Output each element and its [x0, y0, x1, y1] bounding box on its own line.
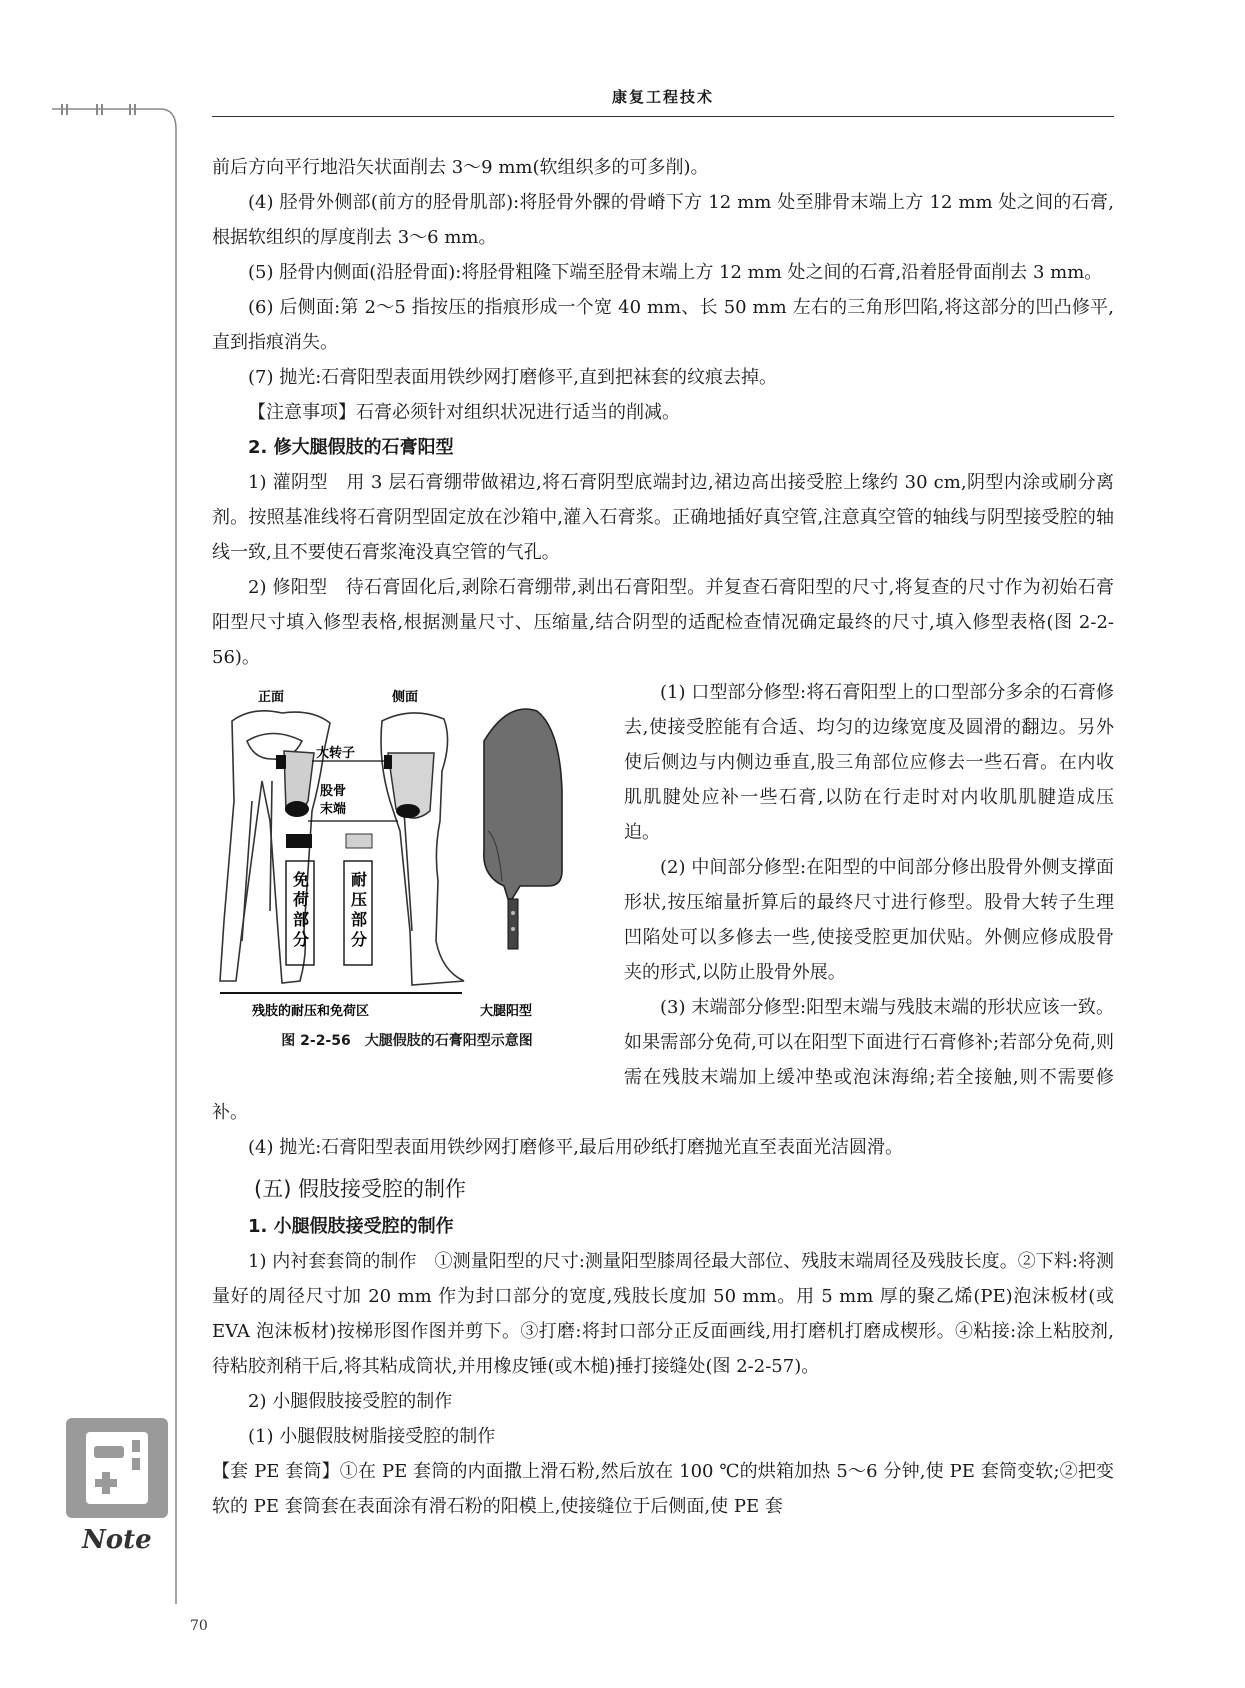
figure-caption: 图 2-2-56 大腿假肢的石膏阳型示意图	[281, 1033, 533, 1049]
running-header-title: 康复工程技术	[611, 88, 714, 106]
body-paragraph: (7) 抛光:石膏阳型表面用铁纱网打磨修平,直到把袜套的纹痕去掉。	[248, 367, 778, 388]
page-number: 70	[190, 1618, 208, 1634]
body-paragraph: (2) 中间部分修型:在阳型的中间部分修出股骨外侧支撑面形状,按压缩量折算后的最终尺寸进行修型。股骨大转子生理凹陷处可以多修去一些,使接受腔更加伏贴。外侧应修成股骨夹的形式,以防止股骨外展。	[624, 857, 1114, 983]
figure-2-2-56	[212, 681, 602, 1063]
body-paragraph: 2) 小腿假肢接受腔的制作	[248, 1391, 453, 1412]
figure-illustration	[212, 681, 602, 1026]
subheading-5-1: 1. 小腿假肢接受腔的制作	[248, 1216, 454, 1237]
body-paragraph: 【套 PE 套筒】①在 PE 套筒的内面撒上滑石粉,然后放在 100 ℃的烘箱加热 5～6 分钟,使 PE 套筒变软;②把变软的 PE 套筒套在表面涂有滑石粉的阳模上,使接缝位于后侧面,使 PE 套	[212, 1461, 1114, 1517]
body-paragraph: (1) 小腿假肢树脂接受腔的制作	[248, 1426, 496, 1447]
section-heading-5: (五) 假肢接受腔的制作	[254, 1177, 467, 1201]
body-paragraph: (3) 末端部分修型:阳型末端与残肢末端的形状应该一致。如果需部分免荷,可以在阳型下面进行石膏修补;若部分免荷,则需在残肢末端加上缓冲垫或泡沫海绵;若全接触,则不需要修补。	[212, 997, 1114, 1123]
thigh-mold-shape	[484, 709, 562, 899]
label-trochanter: 大转子	[316, 746, 356, 761]
body-paragraph: (1) 口型部分修型:将石膏阳型上的口型部分多余的石膏修去,使接受腔能有合适、均匀的边缘宽度及圆滑的翻边。另外使后侧边与内侧边垂直,股三角部位应修去一些石膏。在内收肌肌腱处应补一些石膏,以防在行走时对内收肌肌腱造成压迫。	[624, 682, 1114, 843]
vacuum-tube	[508, 899, 518, 949]
pressure-legend-swatch	[346, 834, 372, 848]
label-femur-2: 末端	[320, 802, 347, 817]
label-relief: 免荷部分	[290, 871, 310, 951]
label-femur-1: 股骨	[320, 784, 347, 799]
trochanter-marker	[276, 755, 286, 769]
femur-end-marker	[285, 801, 309, 817]
note-icon	[66, 1418, 168, 1518]
margin-decoration	[52, 104, 202, 1604]
body-paragraph: 1) 灌阴型 用 3 层石膏绷带做裙边,将石膏阴型底端封边,裙边高出接受腔上缘约 30 cm,阴型内涂或刷分离剂。按照基准线将石膏阴型固定放在沙箱中,灌入石膏浆。正确地插好真空管,注意真空管的轴线与阴型接受腔的轴线一致,且不要使石膏浆淹没真空管的气孔。	[212, 472, 1114, 563]
body-paragraph: (5) 胫骨内侧面(沿胫骨面):将胫骨粗隆下端至胫骨末端上方 12 mm 处之间的石膏,沿着胫骨面削去 3 mm。	[248, 262, 1103, 283]
note-paragraph: 【注意事项】石膏必须针对组织状况进行适当的削减。	[248, 402, 680, 423]
header-rule	[212, 116, 1114, 117]
body-paragraph: 2) 修阳型 待石膏固化后,剥除石膏绷带,剥出石膏阳型。并复查石膏阳型的尺寸,将复查的尺寸作为初始石膏阳型尺寸填入修型表格,根据测量尺寸、压缩量,结合阴型的适配检查情况确定最终的尺寸,填入修型表格(图 2-2-56)。	[212, 577, 1114, 668]
page-body	[212, 150, 1114, 1524]
label-mold: 大腿阳型	[480, 1004, 533, 1019]
body-paragraph: (4) 抛光:石膏阳型表面用铁纱网打磨修平,最后用砂纸打磨抛光直至表面光洁圆滑。	[248, 1137, 904, 1158]
label-front: 正面	[258, 690, 285, 705]
body-paragraph: 前后方向平行地沿矢状面削去 3～9 mm(软组织多的可多削)。	[212, 157, 709, 178]
label-pressure: 耐压部分	[348, 871, 368, 951]
relief-legend-swatch	[286, 834, 312, 848]
body-paragraph: (6) 后侧面:第 2～5 指按压的指痕形成一个宽 40 mm、长 50 mm 左右的三角形凹陷,将这部分的凹凸修平,直到指痕消失。	[212, 297, 1114, 353]
label-residual: 残肢的耐压和免荷区	[252, 1004, 370, 1019]
subheading-2: 2. 修大腿假肢的石膏阳型	[248, 437, 454, 458]
label-side: 侧面	[392, 690, 419, 705]
trochanter-marker-side	[384, 755, 392, 769]
note-label: Note	[82, 1525, 152, 1555]
femur-end-marker-side	[396, 804, 420, 818]
body-paragraph: 1) 内衬套套筒的制作 ①测量阳型的尺寸:测量阳型膝周径最大部位、残肢末端周径及残肢长度。②下料:将测量好的周径尺寸加 20 mm 作为封口部分的宽度,残肢长度加 50 mm。用 5 mm 厚的聚乙烯(PE)泡沫板材(或 EVA 泡沫板材)按梯形图作图并剪下。③打磨:将封口部分正反面画线,用打磨机打磨成楔形。④粘接:涂上粘胶剂,待粘胶剂稍干后,将其粘成筒状,并用橡皮锤(或木槌)捶打接缝处(图 2-2-57)。	[212, 1251, 1114, 1377]
body-paragraph: (4) 胫骨外侧部(前方的胫骨肌部):将胫骨外髁的骨嵴下方 12 mm 处至腓骨末端上方 12 mm 处之间的石膏,根据软组织的厚度削去 3～6 mm。	[212, 192, 1114, 248]
